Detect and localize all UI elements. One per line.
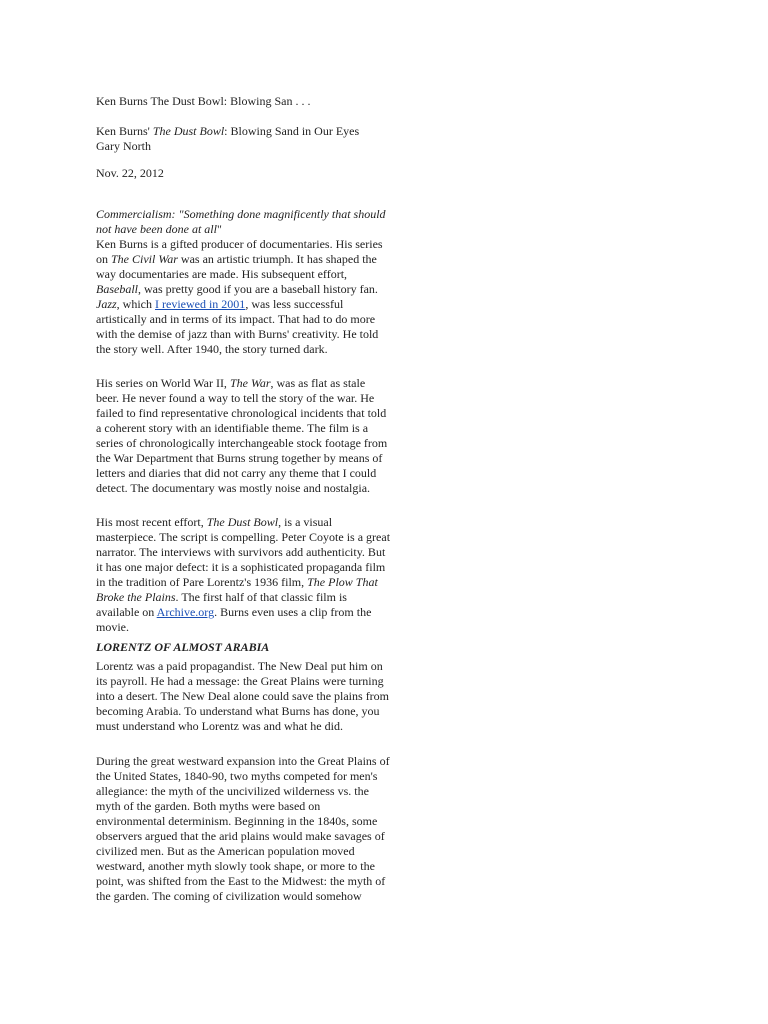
archive-org-link[interactable]: Archive.org xyxy=(156,605,215,619)
p3-text-a: His most recent effort, xyxy=(96,515,207,529)
p1-text-c: was an artistic triumph. It has shaped the way documentaries are made. His subsequent effort, xyxy=(96,252,377,281)
article-title-italic: The Dust Bowl xyxy=(152,124,225,138)
p2-text-a: His series on World War II, xyxy=(96,376,230,390)
p1-text-g: , which xyxy=(116,297,155,311)
epigraph-text: Commercialism: "Something done magnificently that should not have been done at all xyxy=(96,207,386,236)
p1-title-jazz: Jazz xyxy=(96,297,117,311)
p1-title-civil-war: The Civil War xyxy=(111,252,178,266)
document-header-title: Ken Burns The Dust Bowl: Blowing San . . . xyxy=(96,94,311,108)
section-heading: LORENTZ OF ALMOST ARABIA xyxy=(96,640,270,654)
paragraph-5: During the great westward expansion into the Great Plains of the United States, 1840-90, two myths competed for men's allegiance: the myth of the uncivilized wilderness vs. the myth of the garden. Both myths were based on environmental determinism. Beginning in the 1840s, some observers argued that the arid plains would make savages of civilized men. But as the American population moved westward, another myth slowly took shape, or more to the point, was shifted from the East to the Midwest: the myth of the garden. The coming of civilization would somehow xyxy=(96,754,390,903)
paragraph-2 xyxy=(96,376,391,496)
paragraph-4: Lorentz was a paid propagandist. The New Deal put him on its payroll. He had a message: the Great Plains were turning into a desert. The New Deal alone could save the plains from becoming Arabia. To understand what Burns has done, you must understand who Lorentz was and what he did. xyxy=(96,659,390,733)
epigraph-end: " xyxy=(216,222,222,236)
article-title-prefix: Ken Burns' xyxy=(96,124,153,138)
p3-title-dust-bowl: The Dust Bowl xyxy=(206,515,279,529)
article-date: Nov. 22, 2012 xyxy=(96,166,164,180)
p1-text-h: , was less successful artistically and in terms of its impact. That had to do more with the demise of jazz than with Burns' creativity. He told the story well. After 1940, the story turned dark. xyxy=(96,297,379,356)
p3-text-e: . The first half of that classic film is available on xyxy=(96,590,347,619)
paragraph-1 xyxy=(96,237,391,357)
article-title-suffix: : Blowing Sand in Our Eyes xyxy=(224,124,360,138)
p1-title-baseball: Baseball xyxy=(96,282,138,296)
p2-title-the-war: The War xyxy=(229,376,271,390)
article-author: Gary North xyxy=(96,139,151,153)
p3-text-f: . Burns even uses a clip from the movie. xyxy=(96,605,372,634)
reviewed-in-2001-link[interactable]: I reviewed in 2001 xyxy=(155,297,246,311)
epigraph xyxy=(96,207,391,237)
p2-text-c: , was as flat as stale beer. He never found a way to tell the story of the war. He failed to find representative chronological incidents that told a coherent story with an identifiable theme. The film is a series of chronologically interchangeable stock footage from the War Department that Burns strung together by means of letters and diaries that did not carry any theme that I could detect. The documentary was mostly noise and nostalgia. xyxy=(96,376,388,495)
p1-text-a: Ken Burns is a gifted producer of documentaries. His series on xyxy=(96,237,383,266)
article-title xyxy=(96,124,359,138)
p3-title-plow: The Plow That Broke the Plains xyxy=(96,575,378,604)
p1-text-e: , was pretty good if you are a baseball history fan. xyxy=(138,282,378,296)
paragraph-3 xyxy=(96,515,391,635)
p3-text-c: , is a visual masterpiece. The script is compelling. Peter Coyote is a great narrator. The interviews with survivors add authenticity. But it has one major defect: it is a sophisticated propaganda film in the tradition of Pare Lorentz's 1936 film, xyxy=(96,515,391,589)
